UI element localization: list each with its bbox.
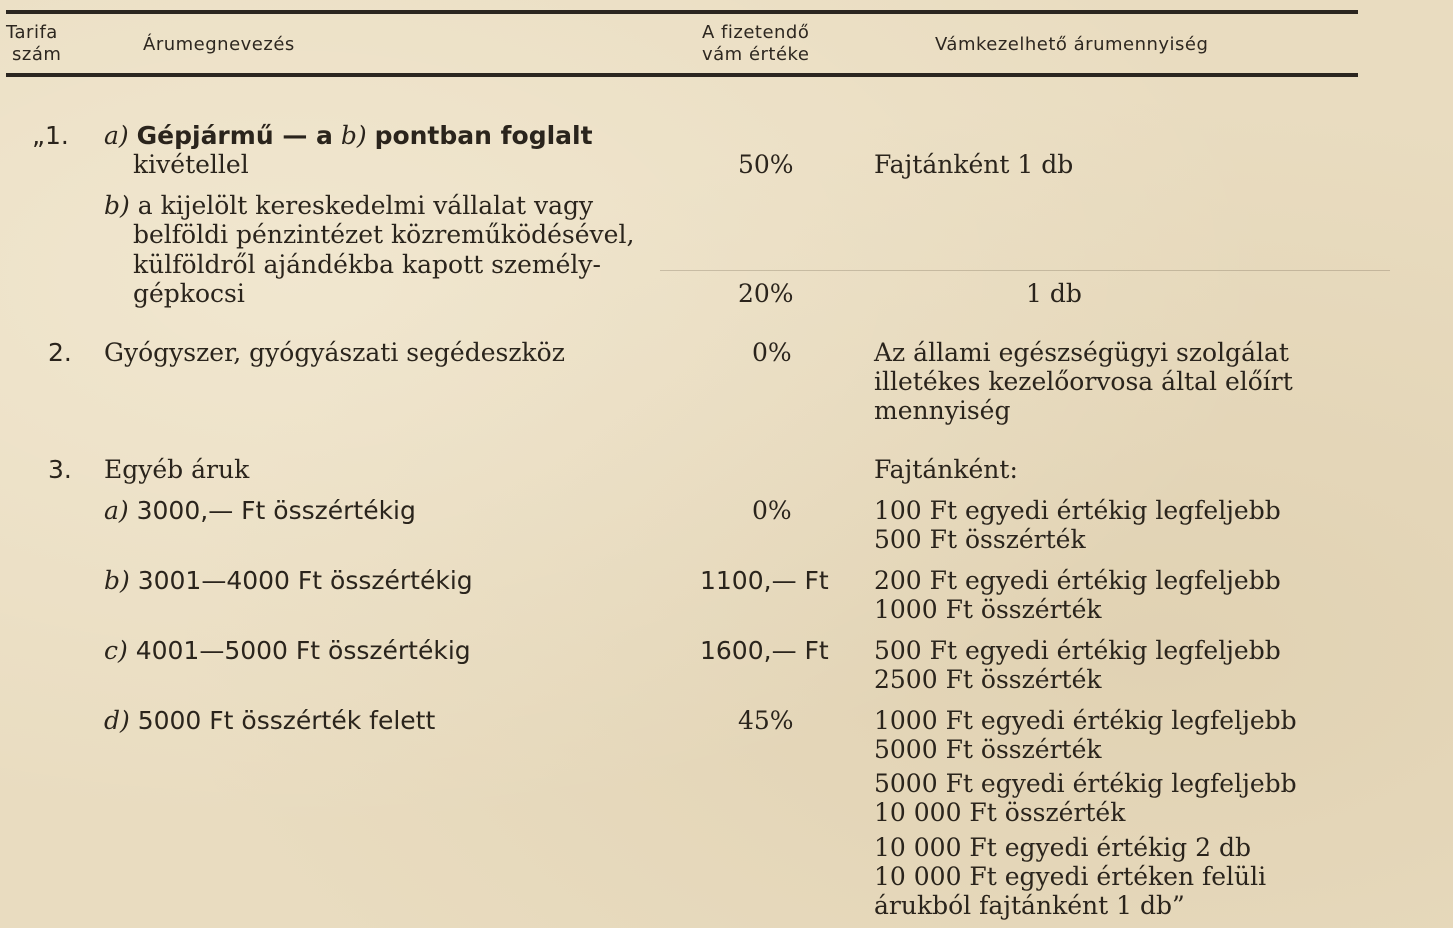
row3d-qty7: árukból fajtánként 1 db” bbox=[874, 891, 1185, 920]
row1a-text-3: pontban foglalt bbox=[374, 121, 593, 150]
row1b-duty: 20% bbox=[738, 279, 794, 308]
row3-number: 3. bbox=[48, 455, 72, 484]
header-vam-line2: vám értéke bbox=[702, 44, 810, 65]
row1b-line4: gépkocsi bbox=[133, 279, 245, 308]
row3c-qty1: 500 Ft egyedi értékig legfeljebb bbox=[874, 636, 1281, 665]
row1b-line3: külföldről ajándékba kapott személy- bbox=[133, 250, 601, 279]
row3d-qty6: 10 000 Ft egyedi értéken felüli bbox=[874, 862, 1267, 891]
header-tarifa bbox=[6, 22, 61, 66]
row1b-label: b) bbox=[104, 191, 130, 220]
row3d-qty3: 5000 Ft egyedi értékig legfeljebb bbox=[874, 769, 1297, 798]
row3-name: Egyéb áruk bbox=[104, 455, 250, 484]
row2-qty-line2: illetékes kezelőorvosa által előírt bbox=[874, 367, 1293, 396]
row1a-name-line2: kivétellel bbox=[133, 150, 249, 179]
header-tarifa-line2: szám bbox=[12, 44, 62, 65]
row3d-label: d) bbox=[104, 706, 130, 735]
row3a-text: 3000,— Ft összértékig bbox=[136, 496, 416, 525]
row1a-duty: 50% bbox=[738, 150, 794, 179]
row1a-quantity: Fajtánként 1 db bbox=[874, 150, 1074, 179]
row1b-quantity: 1 db bbox=[1026, 279, 1082, 308]
row2-number: 2. bbox=[48, 338, 72, 367]
row3c-text: 4001—5000 Ft összértékig bbox=[135, 636, 471, 665]
header-vam-line1: A fizetendő bbox=[702, 22, 810, 43]
bleed-through-line bbox=[660, 270, 1390, 271]
row3c-qty2: 2500 Ft összérték bbox=[874, 665, 1102, 694]
row3d-name bbox=[104, 706, 435, 735]
row3b-label: b) bbox=[104, 566, 130, 595]
row2-name: Gyógyszer, gyógyászati segédeszköz bbox=[104, 338, 565, 367]
row1a-text-2: b) bbox=[340, 121, 367, 150]
top-rule bbox=[6, 10, 1358, 14]
row3a-qty1: 100 Ft egyedi értékig legfeljebb bbox=[874, 496, 1281, 525]
row1a-text-1: Gépjármű — a bbox=[136, 121, 333, 150]
header-tarifa-line1: Tarifa bbox=[6, 22, 58, 43]
row1a-label: a) bbox=[104, 121, 129, 150]
row3a-duty: 0% bbox=[752, 496, 792, 525]
header-arumegnevezes: Árumegnevezés bbox=[143, 34, 295, 55]
row1b-line2: belföldi pénzintézet közreműködésével, bbox=[133, 220, 635, 249]
row3d-qty5: 10 000 Ft egyedi értékig 2 db bbox=[874, 833, 1251, 862]
row3a-name bbox=[104, 496, 416, 525]
row3d-qty4: 10 000 Ft összérték bbox=[874, 798, 1126, 827]
row3d-duty: 45% bbox=[738, 706, 794, 735]
row1-number: „1. bbox=[32, 121, 69, 150]
row3c-label: c) bbox=[104, 636, 128, 665]
row3d-qty2: 5000 Ft összérték bbox=[874, 735, 1102, 764]
row1a-name bbox=[104, 121, 593, 150]
row3c-duty: 1600,— Ft bbox=[700, 636, 829, 665]
header-vam-erteke bbox=[702, 22, 809, 66]
row3c-name bbox=[104, 636, 471, 665]
header-mennyiseg: Vámkezelhető árumennyiség bbox=[935, 34, 1209, 55]
header-bottom-rule bbox=[6, 73, 1358, 77]
row1b-line1: a kijelölt kereskedelmi vállalat vagy bbox=[137, 191, 594, 220]
row3b-qty2: 1000 Ft összérték bbox=[874, 595, 1102, 624]
row3b-text: 3001—4000 Ft összértékig bbox=[137, 566, 473, 595]
row2-qty-line1: Az állami egészségügyi szolgálat bbox=[874, 338, 1289, 367]
row3b-duty: 1100,— Ft bbox=[700, 566, 829, 595]
row3d-qty1: 1000 Ft egyedi értékig legfeljebb bbox=[874, 706, 1297, 735]
row3-qty-intro: Fajtánként: bbox=[874, 455, 1018, 484]
row3b-name bbox=[104, 566, 473, 595]
row3d-text: 5000 Ft összérték felett bbox=[137, 706, 436, 735]
row2-duty: 0% bbox=[752, 338, 792, 367]
row3b-qty1: 200 Ft egyedi értékig legfeljebb bbox=[874, 566, 1281, 595]
row3a-qty2: 500 Ft összérték bbox=[874, 525, 1086, 554]
row3a-label: a) bbox=[104, 496, 129, 525]
row1b-name bbox=[104, 191, 593, 220]
row2-qty-line3: mennyiség bbox=[874, 396, 1011, 425]
